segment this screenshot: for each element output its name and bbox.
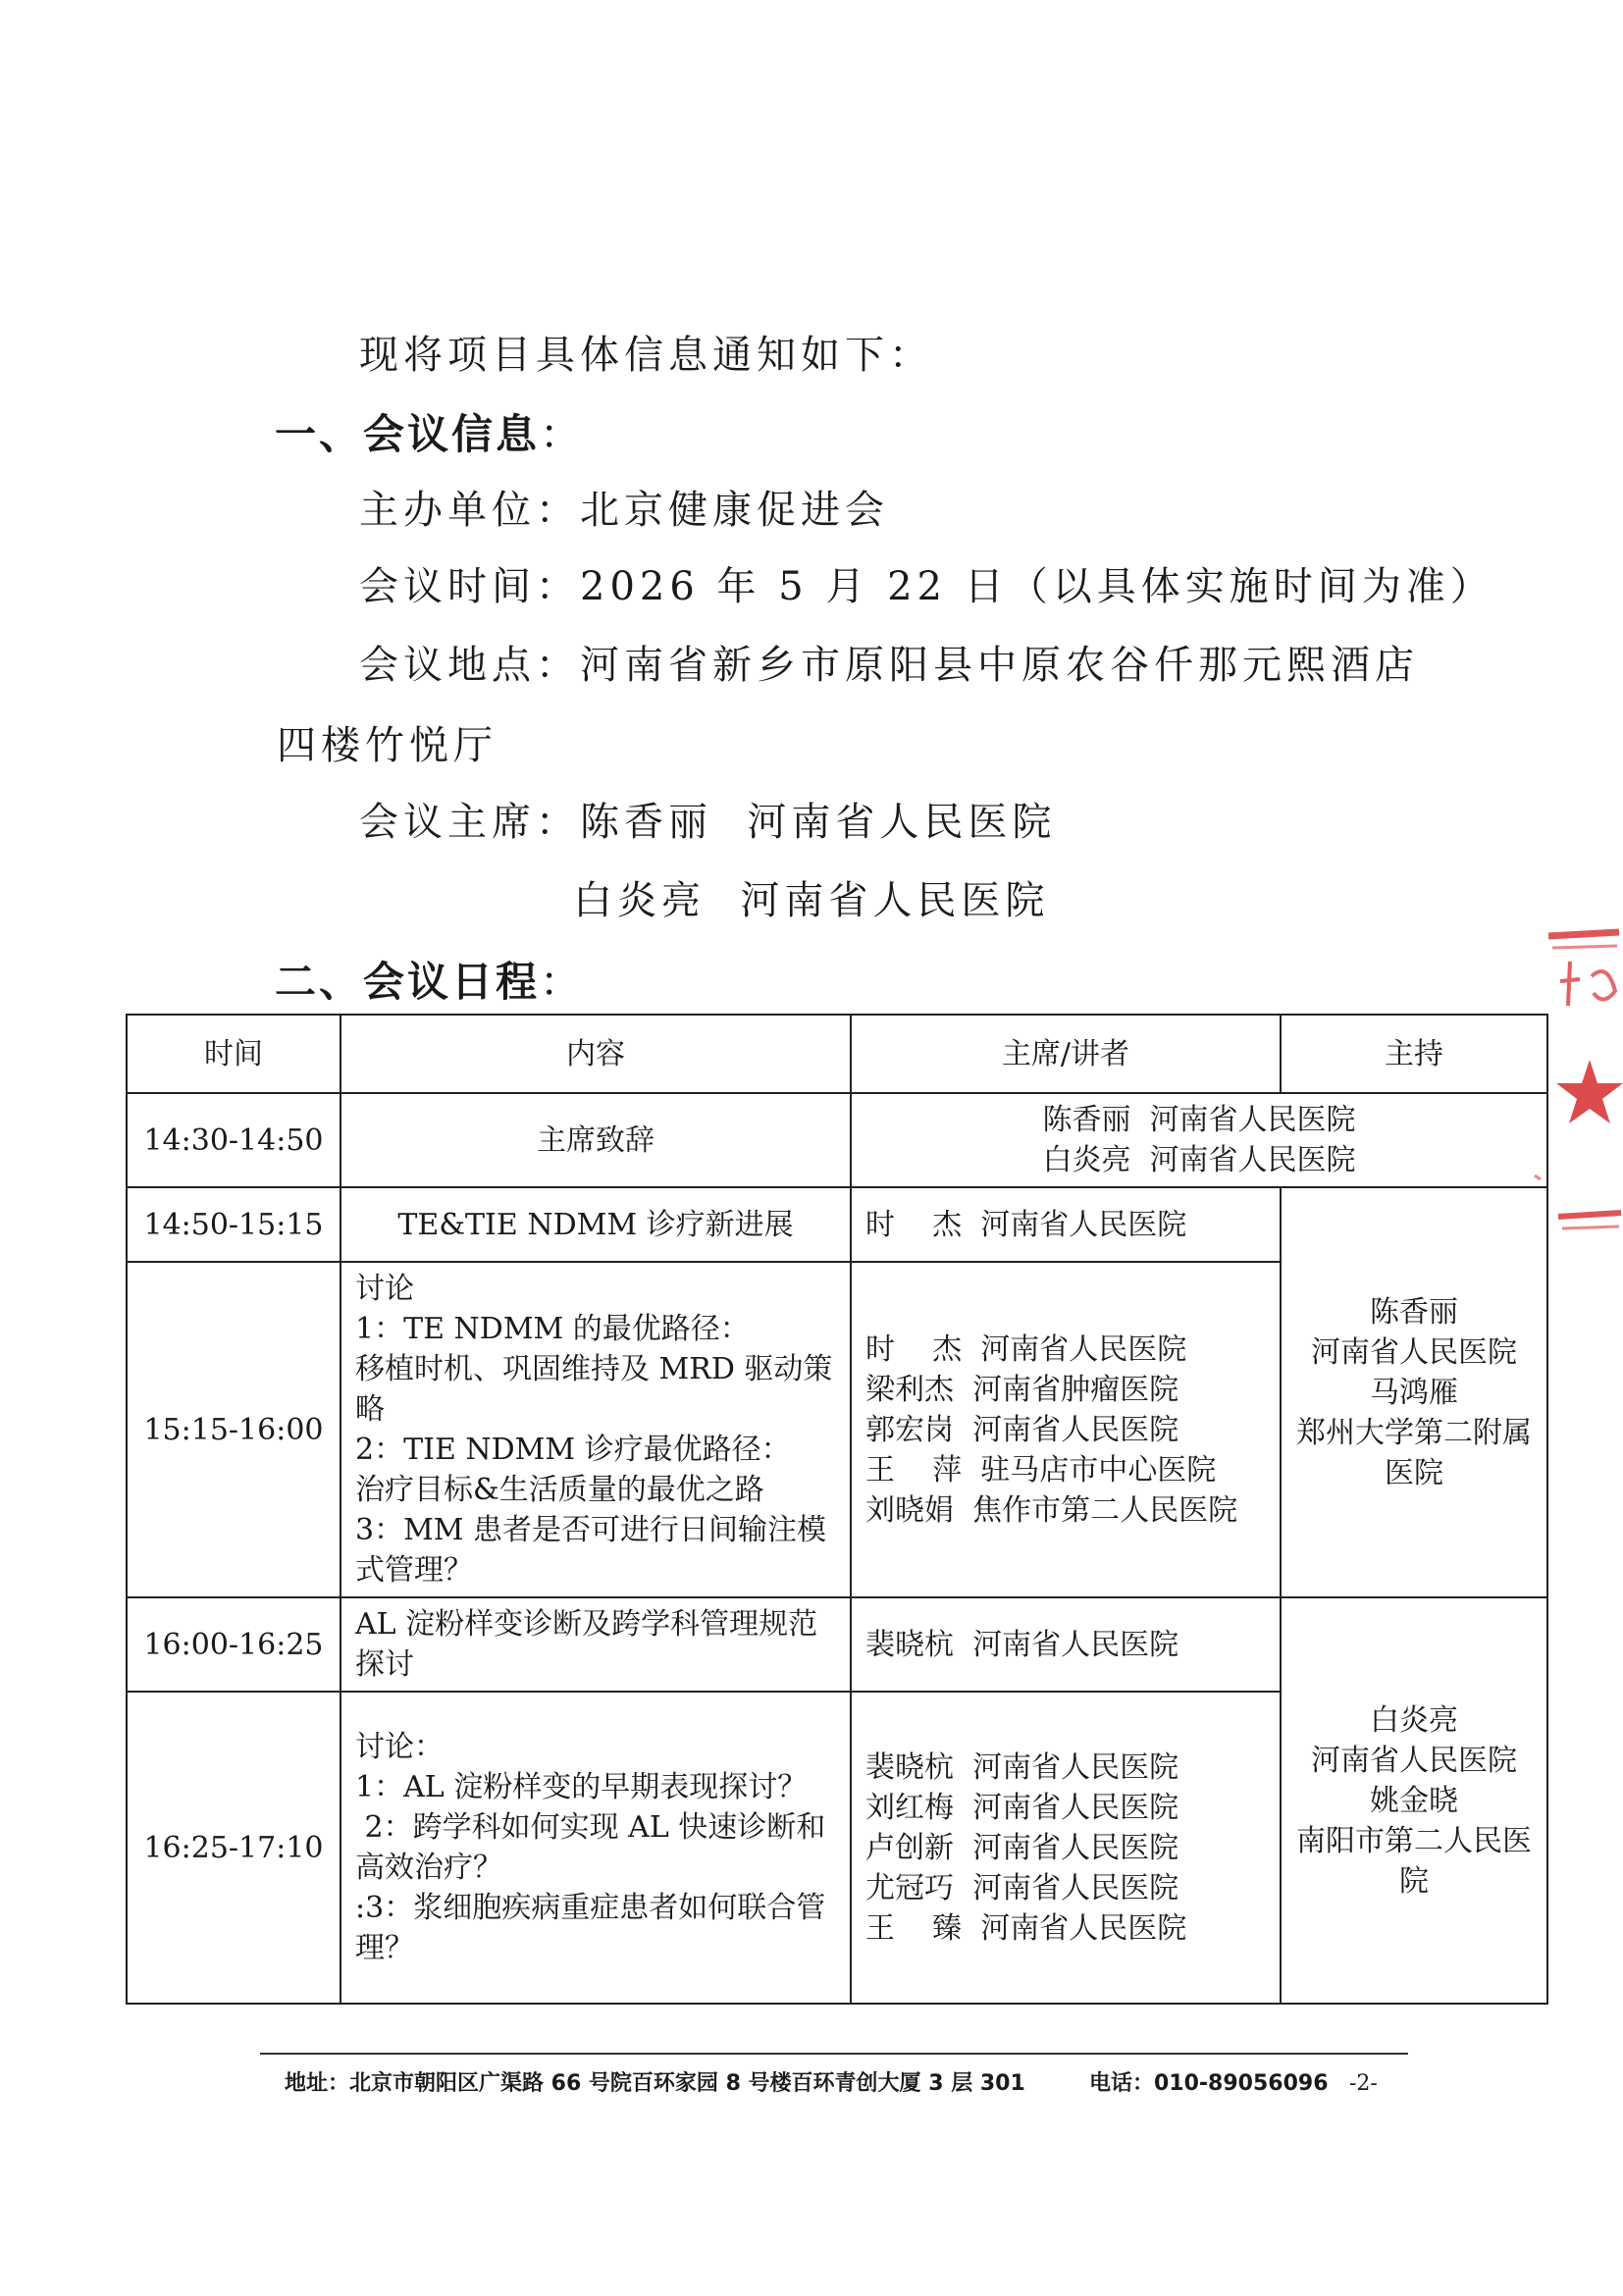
speakers-cell — [851, 1262, 1281, 1597]
host-hospital: 南阳市第二人民医院 — [1296, 1823, 1532, 1899]
time-cell: 14:50-15:15 — [127, 1187, 340, 1262]
section-heading-1 — [275, 410, 585, 458]
content-line: 2：跨学科如何实现 AL 快速诊断和高效治疗？ — [355, 1810, 826, 1885]
speaker-line: 时 杰 河南省人民医院 — [865, 1331, 1187, 1367]
content-line: 主席致辞 — [537, 1122, 654, 1158]
venue-label: 会议地点： — [359, 643, 580, 688]
page-number: -2- — [1349, 2071, 1378, 2096]
section-1-number: 一、 — [275, 410, 364, 458]
header-content: 内容 — [340, 1015, 851, 1093]
speaker-line: 刘红梅 河南省人民医院 — [865, 1790, 1179, 1825]
time-cell: 14:30-14:50 — [127, 1093, 340, 1187]
section-1-title: 会议信息 — [363, 410, 541, 458]
content-line: 1：AL 淀粉样变的早期表现探讨？ — [355, 1770, 808, 1804]
header-time: 时间 — [127, 1015, 340, 1093]
host-cell — [1281, 1187, 1547, 1597]
time-cell: 16:25-17:10 — [127, 1692, 340, 2004]
speaker-line: 刘晓娟 焦作市第二人民医院 — [865, 1492, 1238, 1528]
speakers-cell — [851, 1093, 1547, 1187]
content-cell — [340, 1187, 851, 1262]
speakers-cell — [851, 1597, 1281, 1692]
table-header-row — [127, 1015, 1547, 1093]
speaker-line: 王 萍 驻马店市中心医院 — [865, 1452, 1217, 1487]
section-heading-2 — [275, 958, 585, 1006]
host-label: 主办单位： — [359, 488, 580, 533]
host-name: 白炎亮 — [1370, 1702, 1458, 1738]
header-speakers: 主席/讲者 — [851, 1015, 1281, 1093]
time-label: 会议时间： — [359, 564, 580, 609]
content-line: 1：TE NDMM 的最优路径： — [355, 1312, 750, 1346]
footer-address: 地址：北京市朝阳区广渠路 66 号院百环家园 8 号楼百环青创大厦 3 层 301 — [285, 2071, 1025, 2096]
section-2-title: 会议日程 — [363, 958, 541, 1006]
content-cell — [340, 1692, 851, 2004]
time-cell: 15:15-16:00 — [127, 1262, 340, 1597]
table-row — [127, 1187, 1547, 1262]
schedule-table — [126, 1014, 1548, 2005]
speakers-cell — [851, 1187, 1281, 1262]
chair-2: 白炎亮 河南省人民医院 — [573, 878, 1050, 923]
venue-line — [359, 643, 1419, 688]
speaker-line: 尤冠巧 河南省人民医院 — [865, 1870, 1179, 1905]
time-line — [359, 564, 1494, 609]
content-cell — [340, 1262, 851, 1597]
speaker-line: 陈香丽 河南省人民医院 — [1042, 1103, 1356, 1137]
intro-text: 现将项目具体信息通知如下： — [359, 333, 933, 378]
table-row — [127, 1597, 1547, 1692]
content-cell — [340, 1093, 851, 1187]
speaker-line: 梁利杰 河南省肿瘤医院 — [865, 1372, 1179, 1407]
chair-label: 会议主席： — [359, 800, 580, 845]
table-row — [127, 1093, 1547, 1187]
host-hospital: 河南省人民医院 — [1311, 1334, 1517, 1370]
speaker-line: 时 杰 河南省人民医院 — [865, 1207, 1187, 1242]
host-cell — [1281, 1597, 1547, 2004]
speaker-line: 白炎亮 河南省人民医院 — [1042, 1143, 1356, 1177]
host-name: 陈香丽 — [1370, 1294, 1458, 1330]
speaker-line: 郭宏岗 河南省人民医院 — [865, 1412, 1179, 1447]
section-2-colon: ： — [540, 958, 585, 1006]
content-line: 移植时机、巩固维持及 MRD 驱动策略 — [355, 1352, 833, 1427]
content-line: 讨论 — [355, 1272, 414, 1306]
venue-continuation: 四楼竹悦厅 — [277, 723, 497, 768]
content-cell — [340, 1597, 851, 1692]
host-value: 北京健康促进会 — [580, 488, 889, 533]
host-hospital: 郑州大学第二附属医院 — [1296, 1415, 1532, 1490]
section-1-colon: ： — [540, 410, 585, 458]
content-line: 3：MM 患者是否可进行日间输注模式管理？ — [355, 1513, 827, 1588]
host-name: 马鸿雁 — [1370, 1375, 1458, 1410]
content-line: 治疗目标&生活质量的最优之路 — [355, 1473, 764, 1507]
footer-divider — [260, 2053, 1408, 2055]
chair-1: 陈香丽 河南省人民医院 — [580, 800, 1057, 845]
footer-phone: 电话：010-89056096 — [1089, 2071, 1329, 2096]
content-line: 讨论： — [355, 1730, 444, 1764]
content-line: TE&TIE NDMM 诊疗新进展 — [397, 1207, 794, 1242]
time-value: 2026 年 5 月 22 日（以具体实施时间为准） — [580, 564, 1494, 609]
section-2-number: 二、 — [275, 958, 364, 1006]
header-host: 主持 — [1281, 1015, 1547, 1093]
time-cell: 16:00-16:25 — [127, 1597, 340, 1692]
speaker-line: 王 臻 河南省人民医院 — [865, 1910, 1187, 1946]
speaker-line: 裴晓杭 河南省人民医院 — [865, 1749, 1179, 1785]
speaker-line: 卢创新 河南省人民医院 — [865, 1830, 1179, 1865]
speaker-line: 裴晓杭 河南省人民医院 — [865, 1627, 1179, 1662]
chair-line — [359, 800, 1057, 845]
content-line: 2：TIE NDMM 诊疗最优路径： — [355, 1433, 791, 1467]
host-line — [359, 488, 889, 533]
content-line: AL 淀粉样变诊断及跨学科管理规范探讨 — [355, 1607, 818, 1682]
host-name: 姚金晓 — [1370, 1783, 1458, 1818]
content-line: :3：浆细胞疾病重症患者如何联合管理？ — [355, 1891, 826, 1965]
speakers-cell — [851, 1692, 1281, 2004]
host-hospital: 河南省人民医院 — [1311, 1743, 1517, 1778]
venue-value: 河南省新乡市原阳县中原农谷仟那元熙酒店 — [580, 643, 1419, 688]
